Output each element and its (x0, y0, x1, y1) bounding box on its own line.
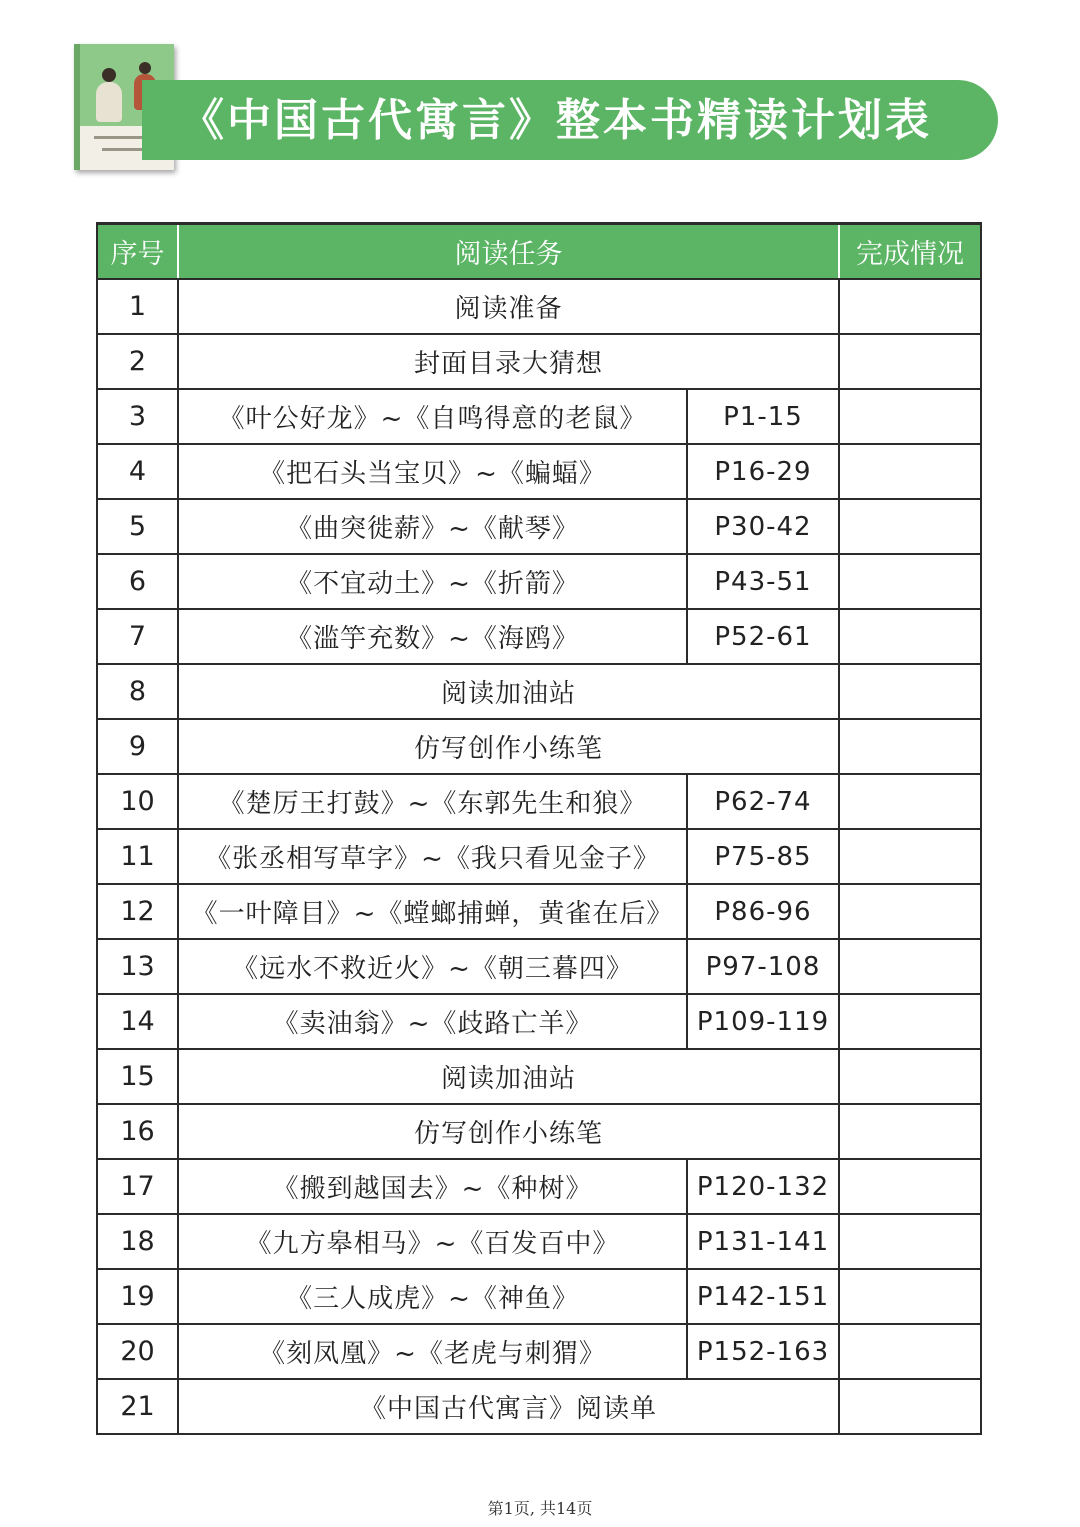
table-row (97, 829, 981, 884)
row-task: 《刻凤凰》~《老虎与刺猬》 (178, 1324, 687, 1379)
row-seq: 7 (97, 609, 178, 664)
row-seq: 11 (97, 829, 178, 884)
row-seq: 9 (97, 719, 178, 774)
table-row (97, 334, 981, 389)
row-task: 《卖油翁》~《歧路亡羊》 (178, 994, 687, 1049)
row-status-cell[interactable] (839, 664, 981, 719)
row-seq: 18 (97, 1214, 178, 1269)
row-pages: P97-108 (687, 939, 839, 994)
row-pages: P62-74 (687, 774, 839, 829)
row-pages: P142-151 (687, 1269, 839, 1324)
table-row (97, 609, 981, 664)
page-footer: 第1页, 共14页 (487, 1499, 593, 1518)
row-task: 《不宜动土》~《折箭》 (178, 554, 687, 609)
row-seq: 10 (97, 774, 178, 829)
row-pages: P30-42 (687, 499, 839, 554)
row-pages: P16-29 (687, 444, 839, 499)
book-spine (74, 44, 80, 170)
column-header-task: 阅读任务 (178, 224, 839, 280)
table-row (97, 774, 981, 829)
row-pages: P75-85 (687, 829, 839, 884)
table-row (97, 884, 981, 939)
table-row (97, 664, 981, 719)
row-task: 《搬到越国去》~《种树》 (178, 1159, 687, 1214)
table-row (97, 1049, 981, 1104)
table-row (97, 1159, 981, 1214)
row-status-cell[interactable] (839, 829, 981, 884)
row-task: 阅读加油站 (178, 1049, 839, 1104)
table-row (97, 554, 981, 609)
table-header-row (97, 224, 981, 280)
row-seq: 21 (97, 1379, 178, 1434)
row-pages: P86-96 (687, 884, 839, 939)
page-title: 《中国古代寓言》整本书精读计划表 (180, 95, 932, 146)
row-pages: P152-163 (687, 1324, 839, 1379)
row-task: 《把石头当宝贝》~《蝙蝠》 (178, 444, 687, 499)
row-task: 《叶公好龙》~《自鸣得意的老鼠》 (178, 389, 687, 444)
row-status-cell[interactable] (839, 444, 981, 499)
row-seq: 14 (97, 994, 178, 1049)
row-status-cell[interactable] (839, 774, 981, 829)
reading-plan-table (96, 222, 982, 1435)
row-status-cell[interactable] (839, 994, 981, 1049)
table-row (97, 1214, 981, 1269)
row-task: 《张丞相写草字》~《我只看见金子》 (178, 829, 687, 884)
table-row (97, 994, 981, 1049)
row-task: 仿写创作小练笔 (178, 719, 839, 774)
table-row (97, 939, 981, 994)
row-task: 封面目录大猜想 (178, 334, 839, 389)
row-status-cell[interactable] (839, 1049, 981, 1104)
column-header-seq: 序号 (97, 224, 178, 280)
table-row (97, 499, 981, 554)
row-pages: P109-119 (687, 994, 839, 1049)
row-status-cell[interactable] (839, 554, 981, 609)
row-task: 《九方皋相马》~《百发百中》 (178, 1214, 687, 1269)
row-seq: 17 (97, 1159, 178, 1214)
row-pages: P1-15 (687, 389, 839, 444)
row-status-cell[interactable] (839, 1324, 981, 1379)
row-status-cell[interactable] (839, 499, 981, 554)
row-seq: 3 (97, 389, 178, 444)
row-task: 《三人成虎》~《神鱼》 (178, 1269, 687, 1324)
row-task: 《中国古代寓言》阅读单 (178, 1379, 839, 1434)
row-seq: 13 (97, 939, 178, 994)
table-row (97, 279, 981, 334)
row-task: 《远水不救近火》~《朝三暮四》 (178, 939, 687, 994)
book-text-line (102, 148, 146, 151)
row-status-cell[interactable] (839, 609, 981, 664)
table-body (97, 279, 981, 1434)
row-status-cell[interactable] (839, 939, 981, 994)
table-row (97, 1269, 981, 1324)
table-row (97, 1379, 981, 1434)
row-status-cell[interactable] (839, 389, 981, 444)
row-status-cell[interactable] (839, 1379, 981, 1434)
row-seq: 6 (97, 554, 178, 609)
row-status-cell[interactable] (839, 884, 981, 939)
row-status-cell[interactable] (839, 719, 981, 774)
row-task: 仿写创作小练笔 (178, 1104, 839, 1159)
row-seq: 20 (97, 1324, 178, 1379)
row-seq: 19 (97, 1269, 178, 1324)
column-header-status: 完成情况 (839, 224, 981, 280)
row-seq: 16 (97, 1104, 178, 1159)
row-task: 阅读准备 (178, 279, 839, 334)
row-seq: 5 (97, 499, 178, 554)
figure-left-icon (96, 82, 122, 122)
row-status-cell[interactable] (839, 279, 981, 334)
row-pages: P131-141 (687, 1214, 839, 1269)
row-status-cell[interactable] (839, 1159, 981, 1214)
row-seq: 1 (97, 279, 178, 334)
table-row (97, 1324, 981, 1379)
row-seq: 12 (97, 884, 178, 939)
table-row (97, 1104, 981, 1159)
row-status-cell[interactable] (839, 1104, 981, 1159)
table-row (97, 719, 981, 774)
row-status-cell[interactable] (839, 1214, 981, 1269)
row-task: 阅读加油站 (178, 664, 839, 719)
row-task: 《楚厉王打鼓》~《东郭先生和狼》 (178, 774, 687, 829)
table-row (97, 389, 981, 444)
row-pages: P43-51 (687, 554, 839, 609)
row-status-cell[interactable] (839, 1269, 981, 1324)
row-seq: 8 (97, 664, 178, 719)
table-row (97, 444, 981, 499)
row-status-cell[interactable] (839, 334, 981, 389)
row-pages: P120-132 (687, 1159, 839, 1214)
row-task: 《滥竽充数》~《海鸥》 (178, 609, 687, 664)
row-pages: P52-61 (687, 609, 839, 664)
row-task: 《曲突徙薪》~《献琴》 (178, 499, 687, 554)
row-seq: 4 (97, 444, 178, 499)
row-seq: 15 (97, 1049, 178, 1104)
row-seq: 2 (97, 334, 178, 389)
row-task: 《一叶障目》~《螳螂捕蝉，黄雀在后》 (178, 884, 687, 939)
